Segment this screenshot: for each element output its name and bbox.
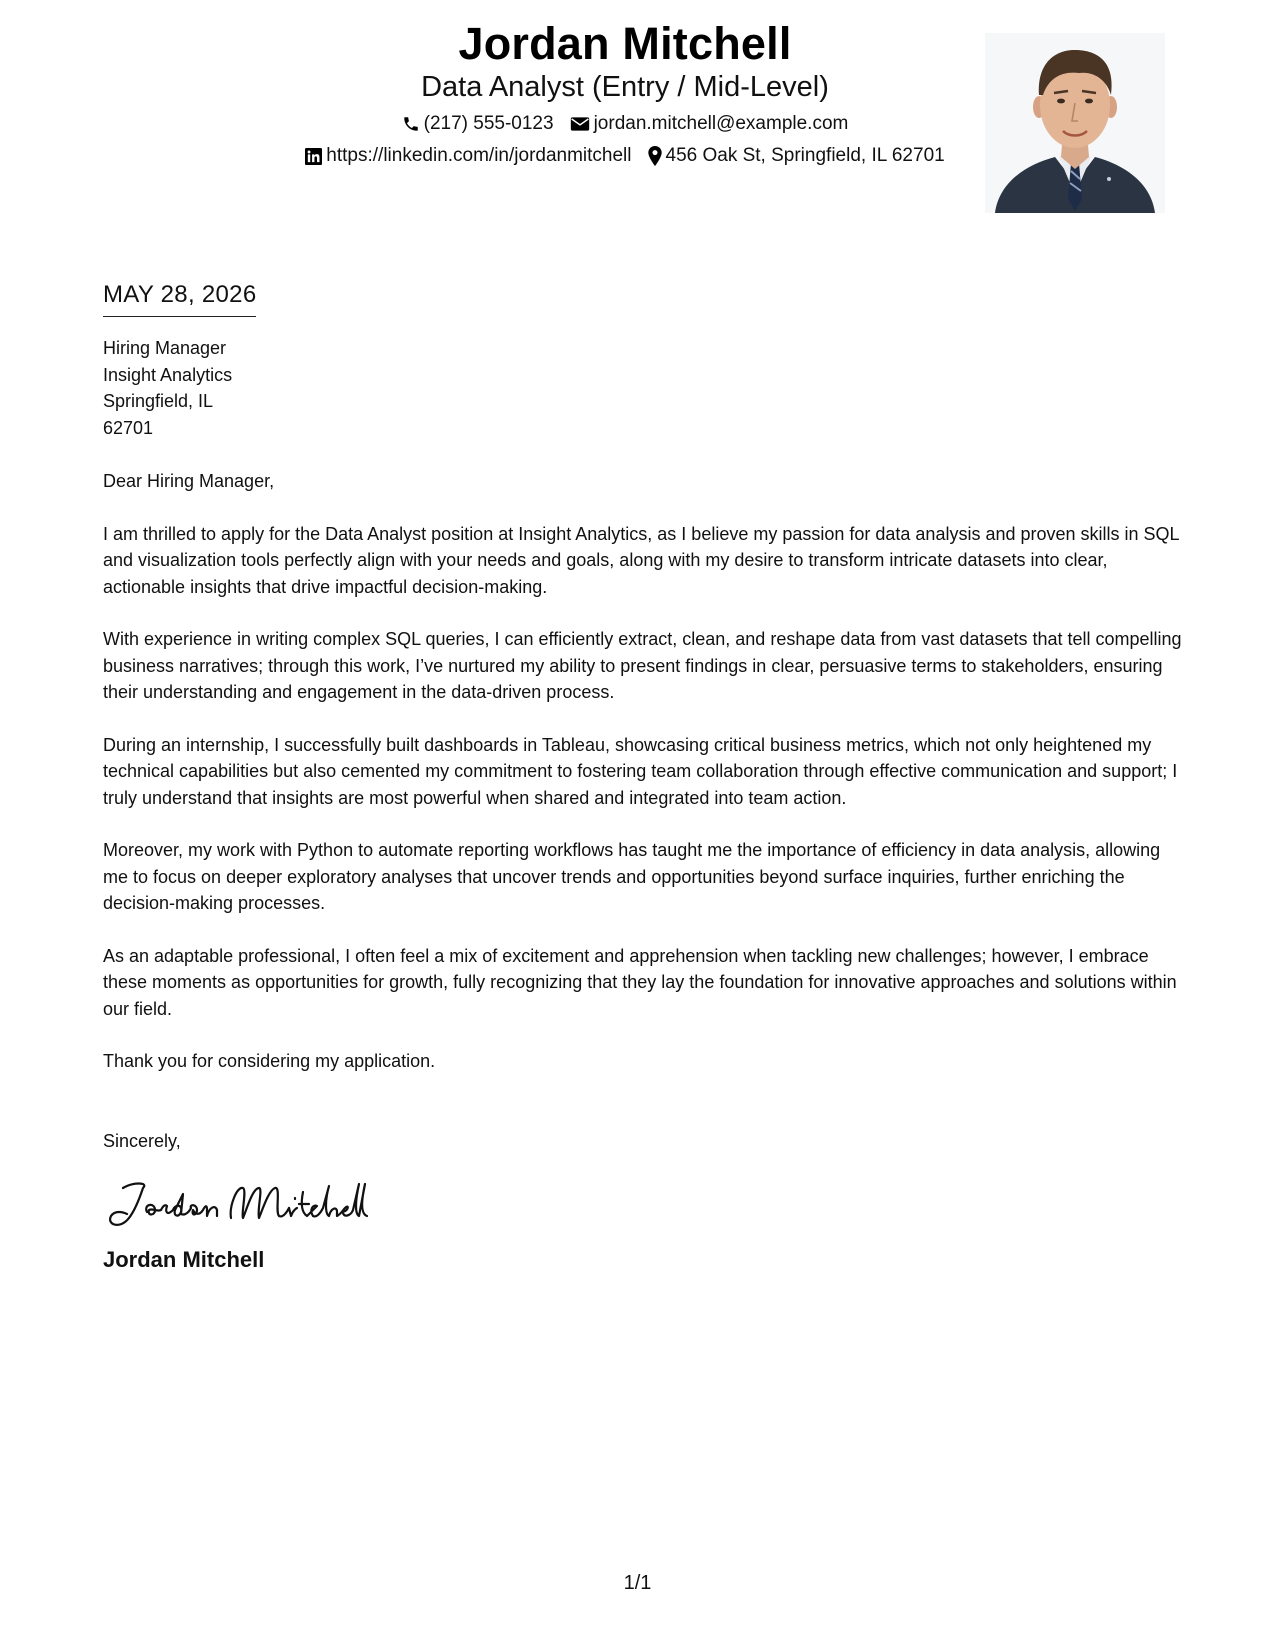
phone-number: (217) 555-0123 [423, 113, 554, 134]
body-paragraph: With experience in writing complex SQL queries, I can efficiently extract, clean, and reshape data from vast datasets that tell compelling business narratives; through this work, I’ve nurtured my ability to present findings in clear, persuasive terms to stakeholders, ensuring their understanding and engagement in the data-driven process. [103, 629, 1182, 702]
letter-date: MAY 28, 2026 [103, 278, 256, 317]
map-marker-icon [648, 146, 662, 166]
linkedin-contact [305, 144, 631, 168]
body-paragraph: I am thrilled to apply for the Data Analyst position at Insight Analytics, as I believe my passion for data analysis and proven skills in SQL and visualization tools perfectly align with your needs and goals, along with my desire to transform intricate datasets into clear, actionable insights that drive impactful decision-making. [103, 523, 1179, 597]
signer-name: Jordan Mitchell [103, 1247, 265, 1272]
closing-text: Thank you for considering my application. [103, 1051, 436, 1071]
recipient-zip: 62701 [103, 417, 154, 438]
recipient-title: Hiring Manager [103, 338, 227, 358]
letter-header [0, 0, 1275, 230]
salutation: Dear Hiring Manager, [103, 471, 275, 491]
page-number: 1/1 [623, 1572, 652, 1594]
profile-photo [985, 33, 1165, 213]
email-address[interactable]: jordan.mitchell@example.com [593, 113, 849, 134]
body-paragraph: As an adaptable professional, I often feel a mix of excitement and apprehension when tackling new challenges; however, I embrace these moments as opportunities for growth, fully recognizing that they lay the foundation for innovative approaches and solutions within our field. [103, 945, 1177, 1019]
header-text-block [250, 18, 1000, 168]
linkedin-url[interactable]: https://linkedin.com/in/jordanmitchell [326, 145, 632, 166]
phone-icon [402, 115, 420, 133]
envelope-icon [570, 116, 590, 132]
letter-body [103, 278, 1183, 1274]
linkedin-icon [305, 148, 322, 165]
job-title: Data Analyst (Entry / Mid-Level) [421, 71, 829, 103]
contact-row-secondary [250, 144, 1000, 168]
email-contact [570, 112, 849, 136]
handwritten-signature [103, 1174, 373, 1234]
contact-row-primary [250, 112, 1000, 136]
recipient-company: Insight Analytics [103, 364, 233, 385]
recipient-block [103, 335, 1183, 441]
applicant-name: Jordan Mitchell [458, 18, 792, 69]
body-paragraph: Moreover, my work with Python to automate reporting workflows has taught me the importance of efficiency in data analysis, allowing me to focus on deeper exploratory analyses that uncover trends and opportunities beyond surface inquiries, further enriching the decision-making processes. [103, 840, 1161, 913]
address-contact [648, 144, 945, 168]
phone-contact [402, 112, 554, 136]
street-address: 456 Oak St, Springfield, IL 62701 [665, 145, 945, 166]
body-paragraph: During an internship, I successfully built dashboards in Tableau, showcasing critical business metrics, which not only heightened my technical capabilities but also cemented my commitment to fostering team collaboration through effective communication and support; I truly understand that insights are most powerful when shared and integrated into team action. [103, 734, 1178, 808]
sign-off: Sincerely, [103, 1130, 181, 1151]
recipient-city: Springfield, IL [103, 391, 214, 411]
